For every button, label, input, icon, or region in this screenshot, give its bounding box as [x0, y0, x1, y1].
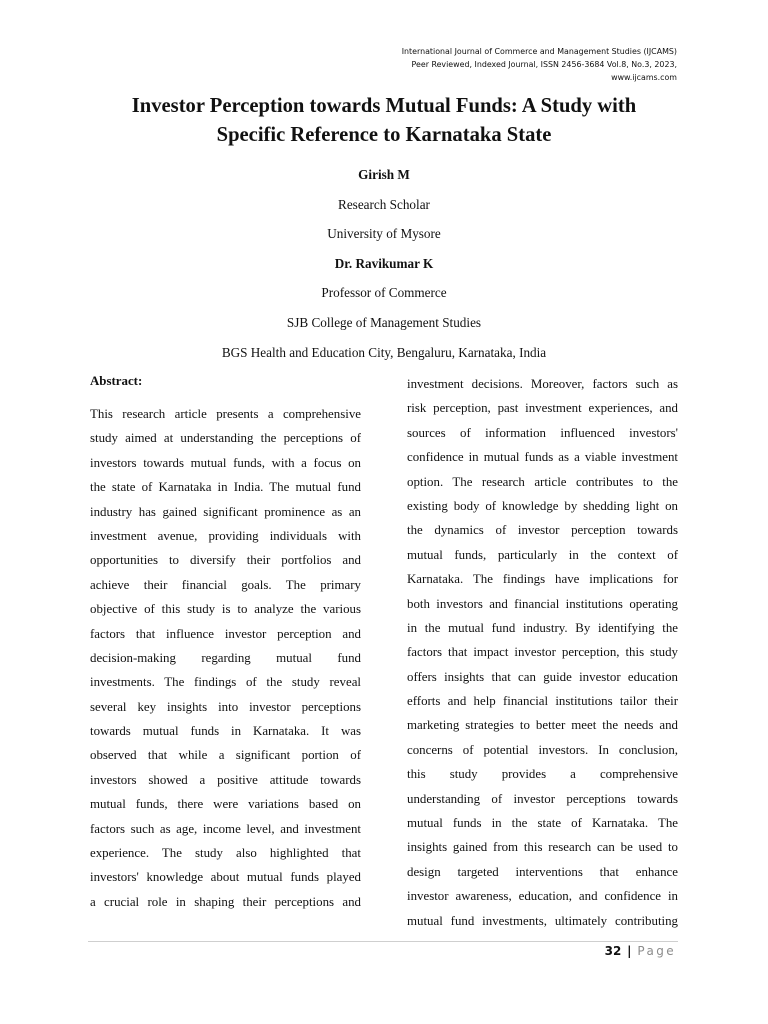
- abstract-line: this study provides a comprehensive: [407, 767, 678, 782]
- abstract-line: Karnataka. The findings have implications for: [407, 572, 678, 587]
- abstract-line: mutual funds, there were variations based on: [90, 797, 361, 812]
- abstract-line: investors' knowledge about mutual funds played: [90, 870, 361, 885]
- abstract-line: offers insights that can guide investor education: [407, 669, 678, 684]
- page-separator: |: [627, 944, 632, 958]
- abstract-line: mutual fund investments, ultimately contributing: [407, 913, 678, 928]
- abstract-line: mutual funds in the state of Karnataka. The: [407, 816, 678, 831]
- abstract-line: investors showed a positive attitude towards: [90, 772, 361, 787]
- abstract-line: insights gained from this research can be used to: [407, 840, 678, 855]
- footer-divider: [88, 941, 678, 942]
- author-name: Dr. Ravikumar K: [334, 255, 434, 271]
- abstract-line: in the mutual fund industry. By identifying the: [407, 620, 678, 635]
- journal-issn: Peer Reviewed, Indexed Journal, ISSN 2456-3684 Vol.8, No.3, 2023,: [411, 60, 677, 69]
- author-role: Professor of Commerce: [321, 285, 447, 301]
- journal-header: [257, 45, 677, 84]
- abstract-line: factors that influence investor perception and: [90, 626, 361, 641]
- abstract-line: factors such as age, income level, and investment: [90, 821, 361, 836]
- paper-title-line-1: Investor Perception towards Mutual Funds: A Study with: [131, 95, 637, 117]
- author-affiliation: SJB College of Management Studies: [286, 314, 482, 330]
- abstract-line: observed that while a significant portion of: [90, 748, 361, 763]
- abstract-line: sources of information influenced investors': [407, 425, 678, 440]
- abstract-line: existing body of knowledge by shedding light on: [407, 498, 678, 513]
- abstract-line: mutual funds, particularly in the context of: [407, 547, 678, 562]
- author-block: [60, 165, 708, 372]
- paper-title-line-2: Specific Reference to Karnataka State: [216, 124, 552, 146]
- abstract-line: factors that impact investor perception, this study: [407, 645, 678, 660]
- abstract-line: opportunities to diversify their portfolios and: [90, 553, 361, 568]
- abstract-line: investors towards mutual funds, with a focus on: [90, 455, 361, 470]
- abstract-line: concerns of potential investors. In conclusion,: [407, 742, 678, 757]
- abstract-line: decision-making regarding mutual fund: [90, 650, 361, 665]
- author-affiliation: University of Mysore: [327, 226, 441, 242]
- abstract-column-right: [407, 372, 678, 933]
- abstract-line: design targeted interventions that enhance: [407, 864, 678, 879]
- abstract-line: towards mutual funds in Karnataka. It was: [90, 724, 361, 739]
- page-footer: [605, 943, 676, 959]
- abstract-line: a crucial role in shaping their perceptions and: [90, 894, 361, 909]
- page-label: Page: [637, 944, 676, 958]
- abstract-line: This research article presents a comprehensive: [90, 407, 361, 421]
- abstract-line: investment avenue, providing individuals with: [90, 528, 361, 543]
- journal-website: www.ijcams.com: [611, 73, 677, 82]
- abstract-line: investor awareness, education, and confidence in: [407, 889, 678, 904]
- abstract-line: risk perception, past investment experiences, and: [407, 401, 678, 416]
- abstract-line: understanding of investor perceptions towards: [407, 791, 678, 806]
- abstract-line: study aimed at understanding the perceptions of: [90, 431, 361, 446]
- page-number: 32: [604, 944, 622, 958]
- abstract-line: the state of Karnataka in India. The mutual fund: [90, 480, 361, 495]
- author-name: Girish M: [358, 167, 410, 182]
- abstract-line: marketing strategies to better meet the needs and: [407, 718, 678, 733]
- journal-name: International Journal of Commerce and Management Studies (IJCAMS): [401, 47, 677, 56]
- abstract-line: confidence in mutual funds as a viable investment: [407, 450, 678, 465]
- paper-title: [60, 92, 708, 150]
- abstract-line: option. The research article contributes to the: [407, 474, 678, 489]
- abstract-line: efforts and help financial institutions tailor their: [407, 694, 678, 709]
- abstract-line: experience. The study also highlighted that: [90, 846, 361, 861]
- author-address: BGS Health and Education City, Bengaluru, Karnataka, India: [221, 344, 547, 360]
- abstract-line: investments. The findings of the study reveal: [90, 675, 361, 690]
- abstract-heading: Abstract:: [90, 374, 143, 388]
- abstract-line: several key insights into investor perceptions: [90, 699, 361, 714]
- abstract-column-left: [90, 372, 361, 914]
- author-role: Research Scholar: [338, 196, 430, 212]
- abstract-line: investment decisions. Moreover, factors such as: [407, 377, 678, 391]
- abstract-line: achieve their financial goals. The primary: [90, 577, 361, 592]
- abstract-line: objective of this study is to analyze the various: [90, 602, 361, 617]
- abstract-line: both investors and financial institutions operating: [407, 596, 678, 611]
- abstract-line: industry has gained significant prominence as an: [90, 504, 361, 519]
- abstract-line: the dynamics of investor perception towards: [407, 523, 678, 538]
